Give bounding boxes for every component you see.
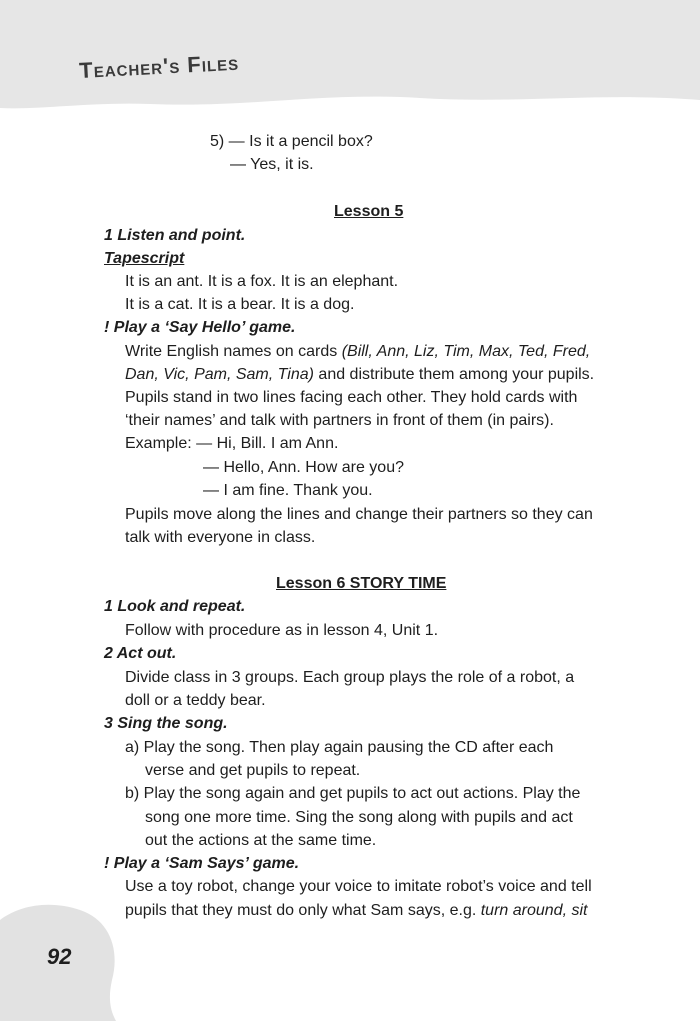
tapescript-label: Tapescript xyxy=(104,250,185,267)
page-number: 92 xyxy=(47,944,72,969)
lesson6-task1-title: 1 Look and repeat. xyxy=(104,598,246,615)
say-hello-end: and distribute them among your pupils. xyxy=(313,366,595,383)
say-hello-line-3: Pupils stand in two lines facing each other. They hold cards with xyxy=(125,389,578,406)
example-line-3: — I am fine. Thank you. xyxy=(203,482,373,499)
header-band-shape xyxy=(0,0,700,108)
example-line-1: Example: — Hi, Bill. I am Ann. xyxy=(125,435,339,452)
lesson6-task1-text: Follow with procedure as in lesson 4, Unit 1. xyxy=(125,622,439,639)
example-line-2: — Hello, Ann. How are you? xyxy=(203,459,404,476)
lesson6-task2-title: 2 Act out. xyxy=(104,645,177,662)
names-list-b: Dan, Vic, Pam, Sam, Tina) xyxy=(125,366,314,383)
sam-says-line-2 xyxy=(125,901,587,921)
task3-a-line-2: verse and get pupils to repeat. xyxy=(145,762,361,779)
say-hello-line-6: talk with everyone in class. xyxy=(125,529,316,546)
task3-b-line-3: out the actions at the same time. xyxy=(145,832,377,849)
say-hello-start: Write English names on cards xyxy=(125,343,342,360)
sam-says-line-1: Use a toy robot, change your voice to imitate robot’s voice and tell xyxy=(125,878,592,895)
sam-says-examples: turn around, sit xyxy=(480,902,588,919)
task3-b-line-2: song one more time. Sing the song along with pupils and act xyxy=(145,809,573,826)
say-hello-line-2 xyxy=(125,365,594,385)
say-hello-line-4: ‘their names’ and talk with partners in front of them (in pairs). xyxy=(125,412,554,429)
tapescript-line-2: It is a cat. It is a bear. It is a dog. xyxy=(125,296,355,313)
sam-says-start: pupils that they must do only what Sam says, e.g. xyxy=(125,902,481,919)
lesson5-task1-title: 1 Listen and point. xyxy=(104,227,246,244)
intro-answer: — Yes, it is. xyxy=(230,156,314,173)
tapescript-line-1: It is an ant. It is a fox. It is an elephant. xyxy=(125,273,399,290)
lesson5-heading: Lesson 5 xyxy=(334,203,404,220)
lesson6-task3-title: 3 Sing the song. xyxy=(104,715,228,732)
lesson6-task2-line-2: doll or a teddy bear. xyxy=(125,692,266,709)
header-title: Teacher's Files xyxy=(78,49,240,84)
say-hello-line-1 xyxy=(125,342,590,362)
task3-a-line-1: a) Play the song. Then play again pausing the CD after each xyxy=(125,739,554,756)
sam-says-title: ! Play a ‘Sam Says’ game. xyxy=(104,855,300,872)
say-hello-title: ! Play a ‘Say Hello’ game. xyxy=(104,319,296,336)
intro-question: 5) — Is it a pencil box? xyxy=(210,133,373,150)
names-list-a: (Bill, Ann, Liz, Tim, Max, Ted, Fred, xyxy=(341,343,591,360)
say-hello-line-5: Pupils move along the lines and change their partners so they can xyxy=(125,506,593,523)
lesson6-heading: Lesson 6 STORY TIME xyxy=(276,575,447,592)
task3-b-line-1: b) Play the song again and get pupils to act out actions. Play the xyxy=(125,785,581,802)
lesson6-task2-line-1: Divide class in 3 groups. Each group plays the role of a robot, a xyxy=(125,669,575,686)
